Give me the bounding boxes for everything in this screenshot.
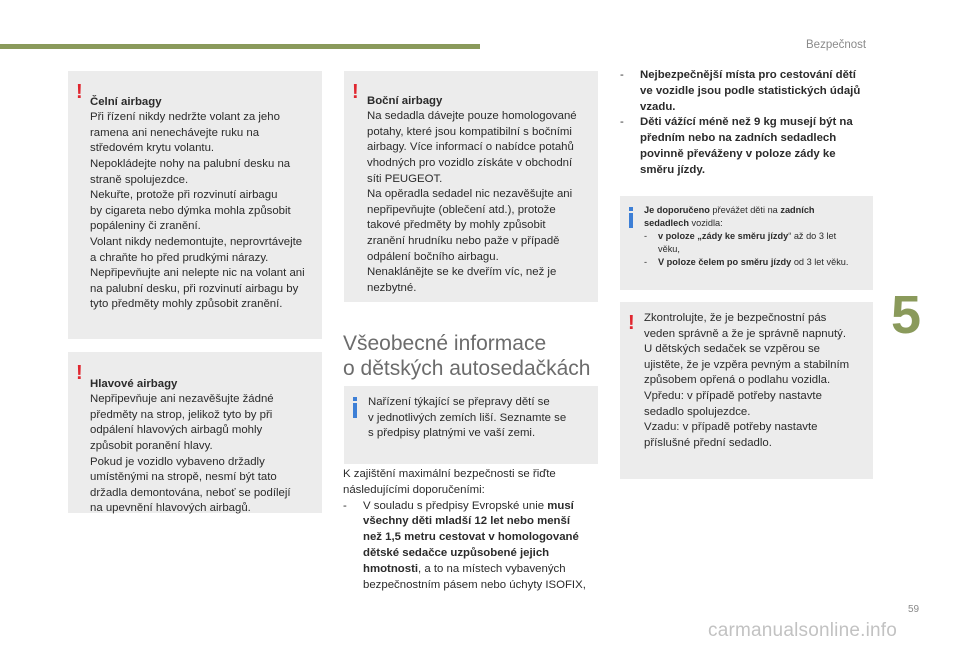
page-number: 59 [908,604,920,615]
seat-belt-check-text: Zkontrolujte, že je bezpečnostní pás veden správně a že je správně napnutý. U dětských sedaček se vzpěrou se ujistěte, že je vzpěra pevným a stabilním způsobem opřená o podlahu vozidla. Vpředu: v případě potřeby nastavte sedadlo spolujezdce. Vzadu: v případě potřeby nastavte příslušné přední sedadlo. [644,312,850,449]
recommend-lead-post: vozidla: [688,218,723,228]
front-airbag-text: Při řízení nikdy nedržte volant za jeho ramena ani nenechávejte ruku na středovém krytu volantu. Nepokládejte nohy na palubní desku na straně spolujezdce. Nekuřte, protože při rozvinutí airbagu by cigareta nebo dýmka mohla způsobit popáleniny či zranění. Volant nikdy nedemontujte, neprovrtávejte a chraňte ho před prudkými nárazy. Nepřipevňujte ani nelepte nic na volant ani na palubní desku, při rozvinutí airbagu by tyto předměty mohly způsobit zranění. [90,111,305,311]
list-item: - v poloze „zády ke směru jízdy“ až do 3 let věku, [644,231,837,254]
forward-facing-age: od 3 let věku. [791,257,849,267]
warning-icon: ! [352,81,359,103]
front-airbag-title: Čelní airbagy [90,95,162,108]
forward-facing-text: V poloze čelem po směru jízdy [658,257,792,267]
rear-seats-recommendation-box [620,196,873,290]
info-icon [629,207,633,228]
list-item: - Nejbezpečnější místa pro cestování dětí ve vozidle jsou podle statistických údajů vzadu. [620,69,861,113]
head-airbag-title: Hlavové airbagy [90,377,178,390]
warning-icon: ! [628,312,635,334]
list-item-text-post: , a to na místech vybavených bezpečnostním pásem nebo úchyty ISOFIX, [363,562,586,591]
child-seats-heading: Všeobecné informace o dětských autosedačkách [343,332,591,380]
list-item-text-bold: musí všechny děti mladší 12 let nebo menší než 1,5 metru cestovat v homologované dětské sedačce uzpůsobené jejich hmotnosti [363,499,579,575]
head-airbag-text: Nepřipevňuje ani nezavěšujte žádné předměty na strop, jelikož tyto by při odpálení hlavových airbagů mohly způsobit poranění hlavy. Pokud je vozidlo vybaveno držadly umístěnými na stropě, nesmí být tato držadla demontována, neboť se podílejí na upevnění hlavových airbagů. [90,393,291,515]
front-airbag-warning [68,71,322,339]
recommend-lead-mid: převážet děti na [709,205,781,215]
side-airbag-title: Boční airbagy [367,94,443,107]
side-airbag-text: Na sedadla dávejte pouze homologované potahy, které jsou kompatibilní s bočními airbagy. Více informací o nabídce potahů vhodných pro vozidlo získáte v obchodní síti PEUGEOT. Na opěradla sedadel nic nezavěšujte ani nepřipevňujte (oblečení atd.), protože takové předměty by mohly způsobit zranění hrudníku nebo paže v případě odpálení bočního airbagu. Nenaklánějte se ke dveřím víc, než je nezbytné. [367,110,577,294]
chapter-number: 5 [891,285,922,345]
warning-icon: ! [76,362,83,384]
warning-icon: ! [76,81,83,103]
info-icon [353,397,357,418]
watermark: carmanualsonline.info [708,620,898,641]
rear-facing-age: “ až do 3 let věku, [658,231,837,254]
safest-seats-text: Nejbezpečnější místa pro cestování dětí ve vozidle jsou podle statistických údajů vzadu. [640,69,861,113]
recommendations-intro: K zajištění maximální bezpečnosti se řiďte následujícími doporučeními: [343,468,556,496]
regulations-info-box [344,386,598,464]
head-airbag-warning [68,352,322,513]
section-title: Bezpečnost [806,39,867,51]
list-item: - V poloze čelem po směru jízdy od 3 let věku. [644,257,849,267]
list-item: - Děti vážící méně než 9 kg musejí být na předním nebo na zadních sedadlech povinně převáženy v poloze zády ke směru jízdy. [620,116,853,176]
child-seats-recommendations [343,467,605,593]
side-airbag-warning [344,71,598,302]
seat-belt-check-warning [620,302,873,479]
header-accent-bar [0,44,480,49]
recommend-lead-bold: Je doporučeno [644,205,710,215]
recommend-lead-bold2: zadních sedadlech [644,205,815,228]
right-column-list [620,68,882,179]
list-item: - V souladu s předpisy Evropské unie musí všechny děti mladší 12 let nebo menší než 1,5 metru cestovat v homologované dětské sedačce uzpůsobené jejich hmotnosti, a to na místech vybavených bezpečnostním pásem nebo úchyty ISOFIX, [343,499,586,591]
regulations-info-text: Nařízení týkající se přepravy dětí se v jednotlivých zemích liší. Seznamte se s předpisy platnými ve vaší zemi. [368,396,567,440]
under-9kg-text: Děti vážící méně než 9 kg musejí být na předním nebo na zadních sedadlech povinně převáženy v poloze zády ke směru jízdy. [640,116,853,176]
rear-facing-text: v poloze „zády ke směru jízdy [658,231,789,241]
list-item-text-pre: V souladu s předpisy Evropské unie [363,499,548,512]
